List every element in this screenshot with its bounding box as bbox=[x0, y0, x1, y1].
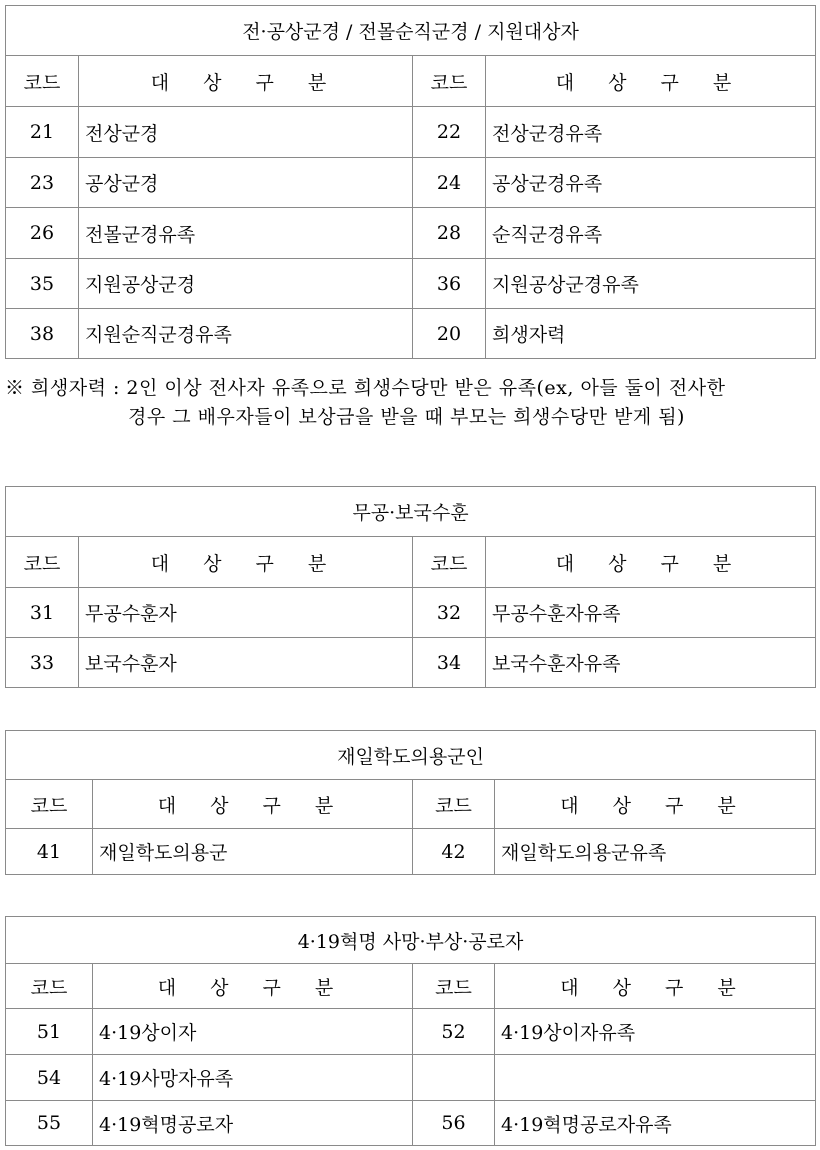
code-cell: 51 bbox=[6, 1009, 93, 1055]
code-table-merit bbox=[5, 486, 816, 688]
code-cell: 21 bbox=[6, 107, 79, 158]
table-row bbox=[6, 1055, 816, 1101]
category-cell: 지원공상군경유족 bbox=[486, 259, 816, 309]
category-cell: 4·19사망자유족 bbox=[93, 1055, 413, 1101]
code-cell: 56 bbox=[413, 1101, 495, 1146]
table-row bbox=[6, 208, 816, 259]
header-category-right: 대 상 구 분 bbox=[486, 537, 816, 588]
table-block-2 bbox=[5, 486, 815, 688]
table-title: 4·19혁명 사망·부상·공로자 bbox=[6, 917, 816, 964]
footnote bbox=[5, 374, 815, 432]
category-cell: 4·19혁명공로자 bbox=[93, 1101, 413, 1146]
code-cell: 26 bbox=[6, 208, 79, 259]
table-block-1 bbox=[5, 5, 815, 359]
category-cell: 무공수훈자 bbox=[79, 588, 413, 638]
code-cell: 34 bbox=[413, 638, 486, 688]
table-title: 전·공상군경 / 전몰순직군경 / 지원대상자 bbox=[6, 6, 816, 56]
table-row bbox=[6, 107, 816, 158]
header-code-right: 코드 bbox=[413, 964, 495, 1009]
header-category-left: 대 상 구 분 bbox=[79, 56, 413, 107]
code-cell: 31 bbox=[6, 588, 79, 638]
code-cell: 32 bbox=[413, 588, 486, 638]
footnote-line-2: 경우 그 배우자들이 보상금을 받을 때 부모는 희생수당만 받게 됨) bbox=[128, 406, 685, 428]
category-cell: 전몰군경유족 bbox=[79, 208, 413, 259]
category-cell: 순직군경유족 bbox=[486, 208, 816, 259]
table-row bbox=[6, 309, 816, 359]
table-row bbox=[6, 259, 816, 309]
category-cell: 무공수훈자유족 bbox=[486, 588, 816, 638]
code-cell: 33 bbox=[6, 638, 79, 688]
header-category-left: 대 상 구 분 bbox=[93, 780, 413, 829]
category-cell: 공상군경유족 bbox=[486, 158, 816, 208]
header-code-left: 코드 bbox=[6, 537, 79, 588]
category-cell: 지원공상군경 bbox=[79, 259, 413, 309]
code-cell: 22 bbox=[413, 107, 486, 158]
code-table-veterans bbox=[5, 5, 816, 359]
code-cell: 28 bbox=[413, 208, 486, 259]
category-cell: 전상군경 bbox=[79, 107, 413, 158]
header-category-right: 대 상 구 분 bbox=[495, 780, 816, 829]
header-code-left: 코드 bbox=[6, 56, 79, 107]
code-table-april-revolution bbox=[5, 916, 816, 1146]
category-cell: 재일학도의용군 bbox=[93, 829, 413, 875]
table-title: 재일학도의용군인 bbox=[6, 731, 816, 780]
table-row bbox=[6, 1009, 816, 1055]
header-code-left: 코드 bbox=[6, 964, 93, 1009]
code-cell: 20 bbox=[413, 309, 486, 359]
category-cell: 재일학도의용군유족 bbox=[495, 829, 816, 875]
code-cell: 55 bbox=[6, 1101, 93, 1146]
table-row bbox=[6, 588, 816, 638]
table-row bbox=[6, 1101, 816, 1146]
footnote-line-1: ※ 희생자력 : 2인 이상 전사자 유족으로 희생수당만 받은 유족(ex, 아들 둘이 전사한 bbox=[5, 377, 726, 399]
category-cell: 공상군경 bbox=[79, 158, 413, 208]
category-cell: 4·19상이자유족 bbox=[495, 1009, 816, 1055]
table-title: 무공·보국수훈 bbox=[6, 487, 816, 537]
code-cell: 35 bbox=[6, 259, 79, 309]
header-category-left: 대 상 구 분 bbox=[93, 964, 413, 1009]
category-cell: 4·19혁명공로자유족 bbox=[495, 1101, 816, 1146]
header-code-right: 코드 bbox=[413, 780, 495, 829]
header-code-left: 코드 bbox=[6, 780, 93, 829]
header-category-left: 대 상 구 분 bbox=[79, 537, 413, 588]
category-cell: 전상군경유족 bbox=[486, 107, 816, 158]
category-cell: 희생자력 bbox=[486, 309, 816, 359]
category-cell bbox=[495, 1055, 816, 1101]
code-cell: 24 bbox=[413, 158, 486, 208]
category-cell: 지원순직군경유족 bbox=[79, 309, 413, 359]
code-cell bbox=[413, 1055, 495, 1101]
code-cell: 23 bbox=[6, 158, 79, 208]
category-cell: 보국수훈자 bbox=[79, 638, 413, 688]
table-block-3 bbox=[5, 730, 815, 875]
code-cell: 41 bbox=[6, 829, 93, 875]
category-cell: 보국수훈자유족 bbox=[486, 638, 816, 688]
table-row bbox=[6, 638, 816, 688]
header-category-right: 대 상 구 분 bbox=[495, 964, 816, 1009]
table-row bbox=[6, 829, 816, 875]
header-code-right: 코드 bbox=[413, 537, 486, 588]
header-code-right: 코드 bbox=[413, 56, 486, 107]
code-cell: 42 bbox=[413, 829, 495, 875]
table-row bbox=[6, 158, 816, 208]
table-block-4 bbox=[5, 916, 815, 1146]
header-category-right: 대 상 구 분 bbox=[486, 56, 816, 107]
code-cell: 52 bbox=[413, 1009, 495, 1055]
category-cell: 4·19상이자 bbox=[93, 1009, 413, 1055]
code-cell: 36 bbox=[413, 259, 486, 309]
code-table-student-volunteers bbox=[5, 730, 816, 875]
code-cell: 38 bbox=[6, 309, 79, 359]
code-cell: 54 bbox=[6, 1055, 93, 1101]
